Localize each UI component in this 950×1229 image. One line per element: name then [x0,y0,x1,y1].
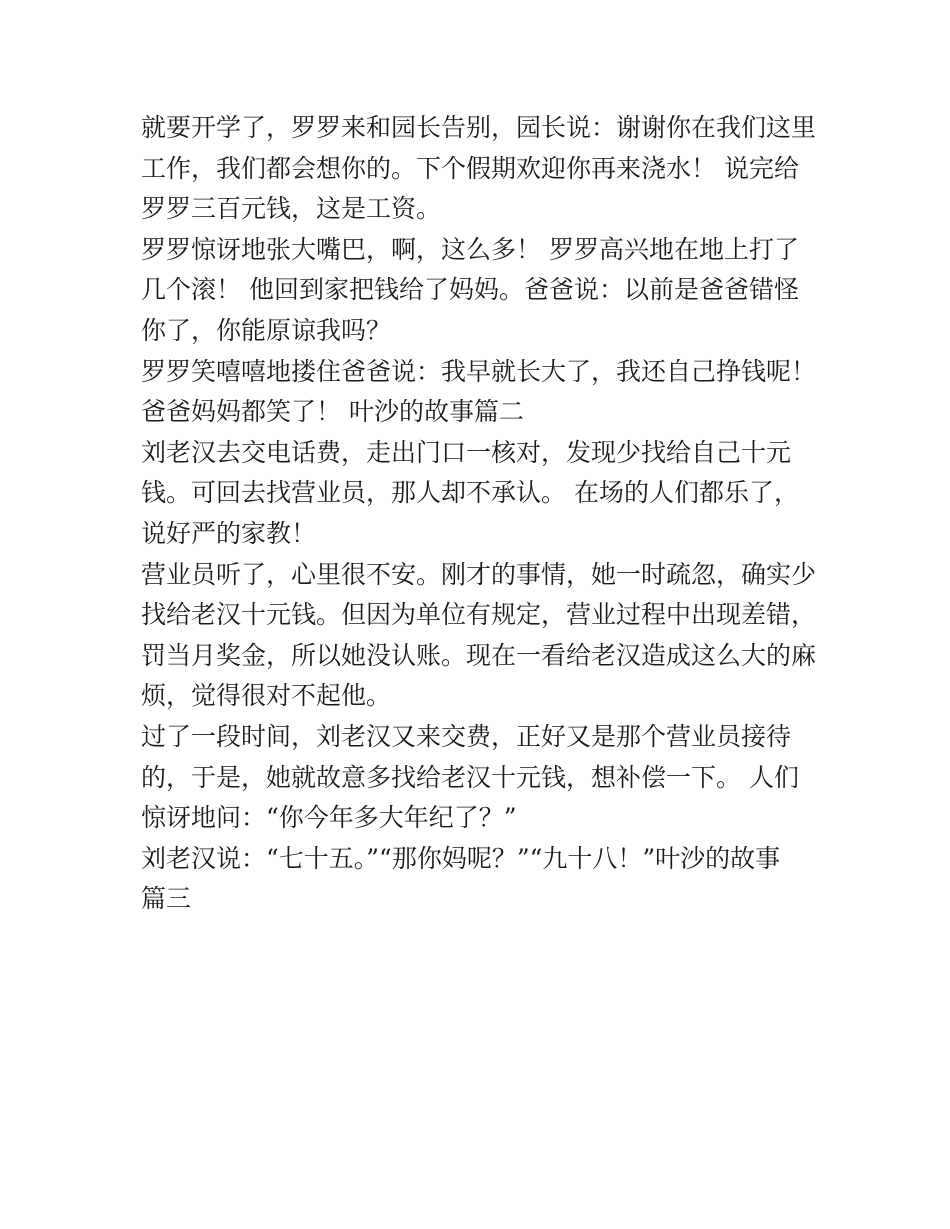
text-line: 篇三 [141,884,192,914]
text-line: 的，于是，她就故意多找给老汉十元钱，想补偿一下。 人们 [141,762,799,792]
text-line: 几个滚！ 他回到家把钱给了妈妈。爸爸说：以前是爸爸错怪 [141,275,799,305]
text-line: 刘老汉说：“七十五。”“那你妈呢？”“九十八！”叶沙的故事 [141,843,781,873]
text-line: 罗罗惊讶地张大嘴巴，啊，这么多！ 罗罗高兴地在地上打了 [141,234,799,264]
document-body [141,108,821,920]
text-line: 刘老汉去交电话费，走出门口一核对，发现少找给自己十元 [141,437,792,467]
text-line: 烦，觉得很对不起他。 [141,681,392,711]
text-line: 工作，我们都会想你的。下个假期欢迎你再来浇水！ 说完给 [141,153,799,183]
text-line: 过了一段时间，刘老汉又来交费，正好又是那个营业员接待 [141,721,792,751]
text-line: 就要开学了，罗罗来和园长告别，园长说：谢谢你在我们这里 [141,113,817,142]
text-line: 找给老汉十元钱。但因为单位有规定，营业过程中出现差错， [141,600,817,630]
text-line: 爸爸妈妈都笑了！ 叶沙的故事篇二 [141,397,524,427]
text-line: 惊讶地问：“你今年多大年纪了？” [141,803,517,833]
text-line: 说好严的家教！ [141,518,317,548]
text-line: 罗罗三百元钱，这是工资。 [141,194,442,224]
text-line: 罗罗笑嘻嘻地搂住爸爸说：我早就长大了，我还自己挣钱呢！ [141,356,817,386]
text-line: 你了，你能原谅我吗？ [141,315,392,345]
text-line: 罚当月奖金，所以她没认账。现在一看给老汉造成这么大的麻 [141,640,817,670]
text-line: 钱。可回去找营业员，那人却不承认。 在场的人们都乐了， [141,478,799,508]
text-line: 营业员听了，心里很不安。刚才的事情，她一时疏忽，确实少 [141,559,817,589]
